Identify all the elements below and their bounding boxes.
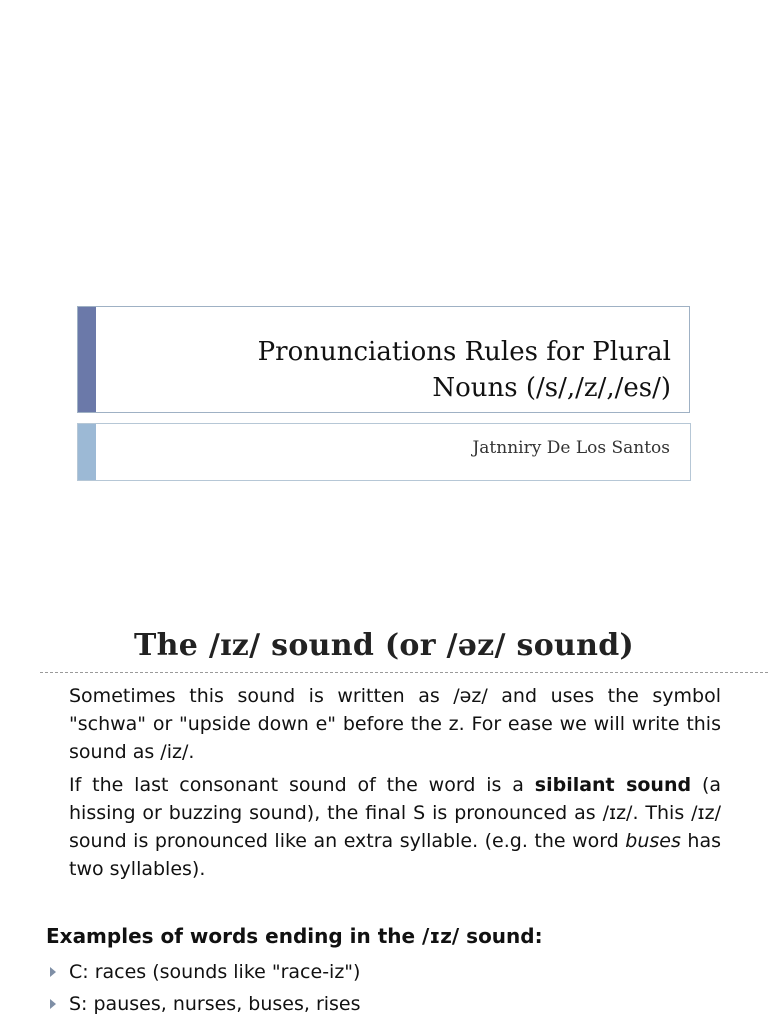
buses-example-word: buses (625, 830, 681, 852)
heading-divider (40, 672, 768, 673)
paragraph-sibilant (69, 771, 721, 883)
subtitle-accent-bar (78, 424, 96, 480)
example-text: S: pauses, nurses, buses, rises (69, 993, 361, 1015)
sibilant-sound-term: sibilant sound (534, 774, 692, 796)
title-accent-bar (78, 307, 96, 412)
examples-list (46, 956, 361, 1020)
presentation-title (111, 334, 671, 406)
examples-heading: Examples of words ending in the /ɪz/ sound: (46, 924, 543, 948)
author-name: Jatnniry De Los Santos (472, 438, 670, 458)
list-item (46, 988, 361, 1020)
paragraph-sibilant-part1: If the last consonant sound of the word is a (69, 774, 535, 796)
title-line-2: Nouns (/s/,/z/,/es/) (432, 373, 671, 403)
slide-heading: The /ɪz/ sound (or /əz/ sound) (133, 628, 635, 663)
title-line-1: Pronunciations Rules for Plural (257, 337, 671, 367)
subtitle-box (77, 423, 691, 481)
paragraph-sibilant-part2: (a hissing or buzzing sound), the final S is pronounced as /ɪz/. This /ɪz/ sound is pronounced like an extra syllable. (e.g. the word (69, 774, 722, 852)
paragraph-schwa: Sometimes this sound is written as /əz/ and uses the symbol "schwa" or "upside down e" before the z. For ease we will write this sound as /iz/. (69, 685, 721, 763)
list-item (46, 956, 361, 988)
triangle-bullet-icon (50, 999, 56, 1009)
example-text: C: races (sounds like "race-iz") (69, 961, 361, 983)
title-box (77, 306, 690, 413)
triangle-bullet-icon (50, 967, 56, 977)
paragraph-sibilant-part3: has two syllables). (69, 830, 721, 880)
